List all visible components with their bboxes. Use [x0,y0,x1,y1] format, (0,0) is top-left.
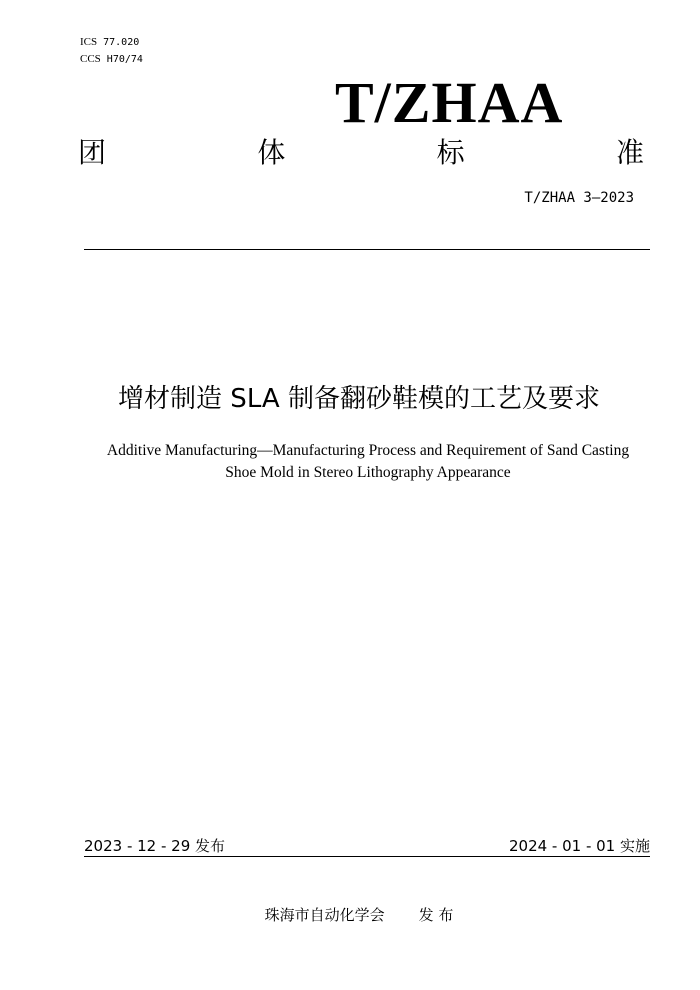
standard-type [78,136,644,170]
standard-number: T/ZHAA 3—2023 [524,190,634,206]
title-en-line: Additive Manufacturing—Manufacturing Process and Requirement of Sand Casting [106,442,630,459]
ics-value: 77.020 [103,37,140,48]
ccs-label: CCS [80,53,101,65]
document-title-chinese: 增材制造 SLA 制备翻砂鞋模的工艺及要求 [118,384,600,414]
title-en-line: Shoe Mold in Stereo Lithography Appearance [225,464,511,481]
standard-type-char: 准 [615,136,644,169]
implement-date: 2024 - 01 - 01 实施 [508,837,650,855]
standard-type-char: 团 [78,136,107,169]
publisher-org: 珠海市自动化学会 [264,906,385,924]
bottom-divider [84,856,650,857]
standard-type-char: 标 [436,136,465,169]
organization-logo: T/ZHAA [335,70,564,135]
top-divider [84,249,650,250]
ics-code [80,35,139,50]
standard-type-char: 体 [257,136,286,169]
publish-date: 2023 - 12 - 29 发布 [84,837,226,855]
ics-label: ICS [80,36,98,48]
publisher-action: 发 布 [418,906,454,924]
ccs-value: H70/74 [106,54,143,65]
publisher [0,904,700,925]
document-title-english [80,440,656,484]
ccs-code [80,52,143,67]
